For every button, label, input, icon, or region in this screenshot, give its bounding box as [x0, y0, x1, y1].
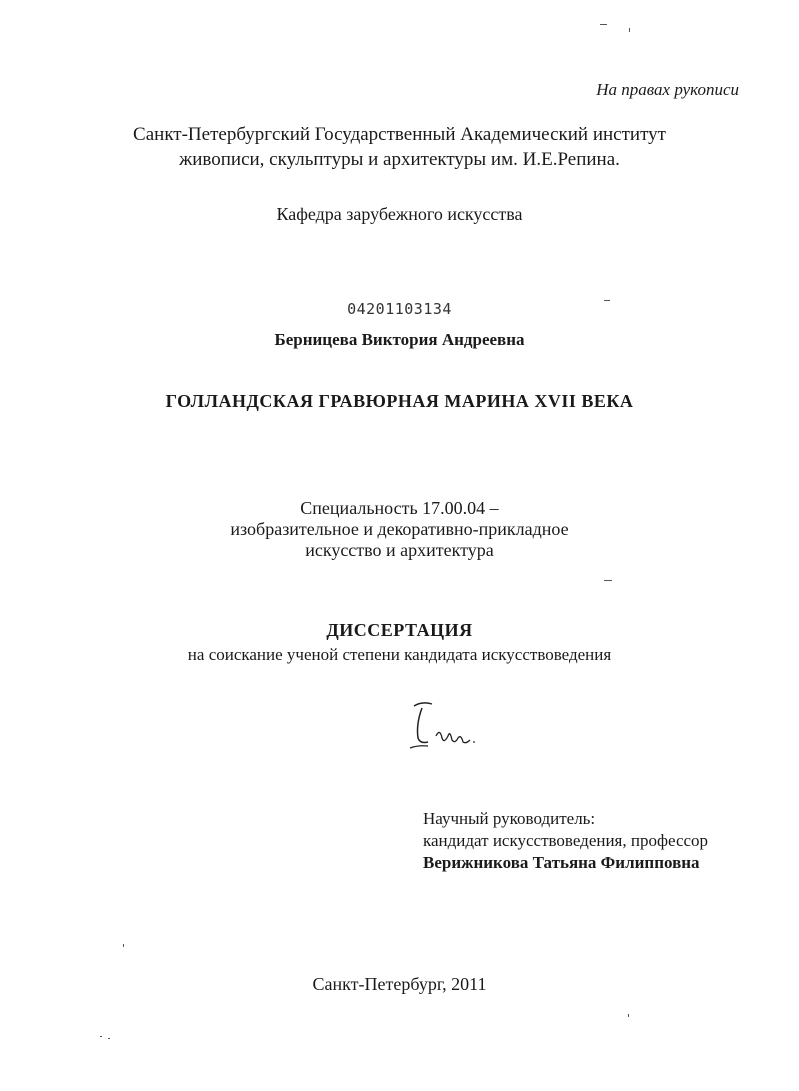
scan-speck [600, 24, 607, 25]
supervisor-degree: кандидат искусствоведения, профессор [423, 831, 709, 850]
registry-code: 04201103134 [347, 300, 452, 318]
scan-speck [108, 1038, 110, 1039]
rights-note: На правах рукописи [596, 80, 739, 99]
specialty-line-2: изобразительное и декоративно-прикладное [230, 519, 569, 539]
institute-name [0, 122, 799, 172]
supervisor-block [423, 808, 708, 874]
dissertation-title: ГОЛЛАНДСКАЯ ГРАВЮРНАЯ МАРИНА XVII ВЕКА [165, 391, 634, 411]
specialty-line-3: искусство и архитектура [305, 540, 494, 560]
dissertation-heading: ДИССЕРТАЦИЯ [326, 620, 473, 640]
supervisor-name: Верижникова Татьяна Филипповна [423, 853, 700, 872]
specialty-block [0, 498, 799, 561]
specialty-line-1: Специальность 17.00.04 – [300, 498, 499, 518]
scan-speck [604, 580, 612, 581]
handwritten-signature [400, 698, 490, 756]
scan-speck [628, 1014, 629, 1017]
department-name: Кафедра зарубежного искусства [276, 204, 523, 224]
supervisor-label: Научный руководитель: [423, 809, 596, 828]
scan-speck [604, 300, 610, 301]
author-name: Берницева Виктория Андреевна [274, 330, 525, 349]
scan-speck [629, 28, 630, 32]
institute-line-2: живописи, скульптуры и архитектуры им. И.Е.Репина. [179, 149, 620, 170]
institute-line-1: Санкт-Петербургский Государственный Академический институт [133, 124, 666, 145]
city-year: Санкт-Петербург, 2011 [312, 974, 487, 994]
scan-speck [123, 944, 124, 947]
scan-speck [100, 1036, 102, 1037]
dissertation-subtitle: на соискание ученой степени кандидата искусствоведения [187, 645, 612, 664]
